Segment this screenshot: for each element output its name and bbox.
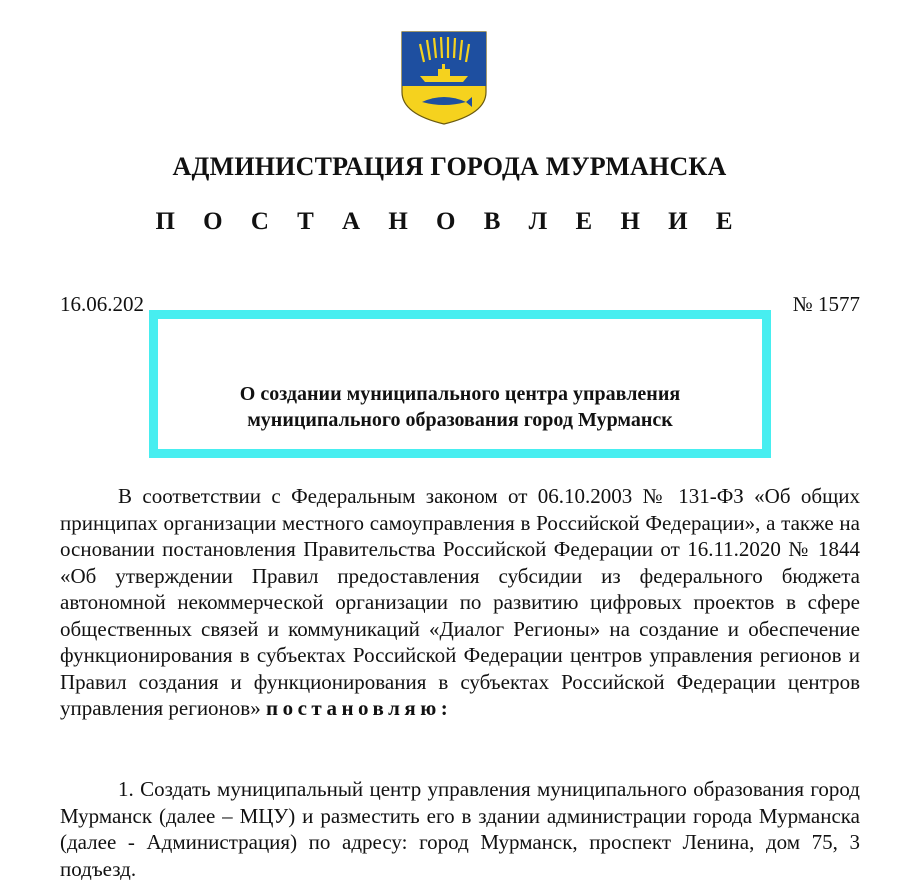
document-type-heading: П О С Т А Н О В Л Е Н И Е (155, 208, 744, 235)
subject-line-2: муниципального образования город Мурманск (247, 409, 673, 431)
document-subject (158, 381, 762, 433)
coat-of-arms-icon (400, 30, 488, 126)
document-date: 16.06.202 (60, 292, 144, 316)
subject-highlight-box (149, 310, 771, 458)
preamble-text: В соответствии с Федеральным законом от 06.10.2003 № 131-ФЗ «Об общих принципах организации местного самоуправления в Российской Федерации», а также на основании постановления Правительства Российской Федерации от 16.11.2020 № 1844 «Об утверждении Правил предоставления субсидии из федерального бюджета автономной некоммерческой организации по развитию цифровых проектов в сфере общественных связей и коммуникаций «Диалог Регионы» на создание и обеспечение функционирования в субъектах Российской Федерации центров управления регионов и Правил создания и функционирования в субъектах Российской Федерации центров управления регионов» (60, 484, 860, 720)
subject-line-1: О создании муниципального центра управления (239, 383, 681, 405)
organization-title: АДМИНИСТРАЦИЯ ГОРОДА МУРМАНСКА (172, 152, 727, 181)
clause-1-paragraph: 1. Создать муниципальный центр управления муниципального образования город Мурманск (далее – МЦУ) и разместить его в здании администрации города Мурманска (далее - Администрация) по адресу: город Мурманск, проспект Ленина, дом 75, 3 подъезд. (60, 777, 860, 881)
resolution-keyword: постановляю: (265, 696, 453, 720)
document-number: № 1577 (792, 292, 860, 316)
preamble-paragraph (60, 483, 860, 722)
